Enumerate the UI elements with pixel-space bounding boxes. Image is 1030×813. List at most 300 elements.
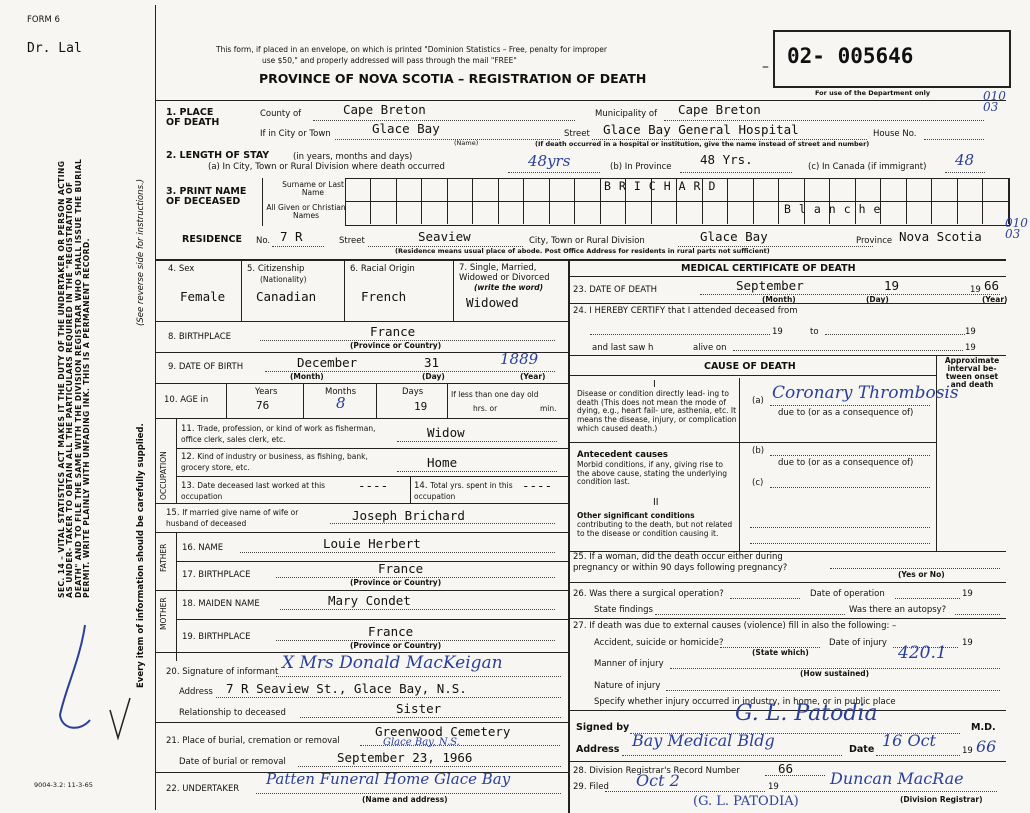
registrar-num-line <box>765 775 825 776</box>
mother-h <box>176 619 568 620</box>
due-to-2: due to (or as a consequence of) <box>778 458 914 468</box>
age-months: 8 <box>336 394 346 412</box>
hospital-note: (If death occurred in a hospital or institution, give the name instead of street and number) <box>535 140 870 148</box>
certify-text: I HEREBY CERTIFY that I attended deceased from <box>589 306 798 316</box>
yes-no-label: (Yes or No) <box>898 570 945 579</box>
burial-date-line <box>298 766 561 767</box>
informant-address-line <box>216 697 561 698</box>
certify-19b: 19 <box>965 327 976 337</box>
municipality-line <box>664 120 984 121</box>
death-year-label: (Year) <box>982 295 1008 304</box>
medical-code: 420.1 <box>898 643 947 663</box>
citizenship-value: Canadian <box>256 289 317 304</box>
age-days-label: Days <box>402 387 424 397</box>
residence-city-label: City, Town or Rural Division <box>529 236 645 246</box>
signed-19: 19 <box>962 746 973 756</box>
marital-value: Widowed <box>466 295 519 310</box>
death-date-label: 23. DATE OF DEATH <box>573 285 657 295</box>
residence-city: Glace Bay <box>700 229 768 244</box>
age-months-label: Months <box>325 387 357 397</box>
parents-v <box>176 532 177 661</box>
marital-text-1: Single, Married, <box>469 263 537 273</box>
cause-b-line <box>770 455 930 456</box>
undertaker-sub: (Name and address) <box>362 795 448 804</box>
racial-label: 6. Racial Origin <box>350 264 415 274</box>
grid-h4 <box>156 418 568 419</box>
cause-v <box>739 378 740 551</box>
father-name: Louie Herbert <box>323 536 421 551</box>
racial-text: Racial Origin <box>360 264 415 274</box>
name-cell-divider <box>727 178 728 224</box>
burial-date-label: Date of burial or removal <box>179 757 286 767</box>
statute-text: SEC. 14 – VITAL STATISTICS ACT MAKES IT THE DUTY OF THE UNDERTAKER OR PERSON ACTING AS UNDER- TAKER TO OBTAIN ALL THE PARTICULARS REQUIRED IN THE "REGISTRATION OF DEATH" AND TO FILE THE SAME WITH THE DIVISION REGISTRAR WHO SHALL ISSUE THE BURIAL PERMIT. WRITE PLAINLY WITH UNFADING INK. THIS IS A PERMANENT RECORD. <box>57 158 92 598</box>
death-day: 19 <box>884 278 900 293</box>
trade-text: Trade, profession, or kind of work as fisherman, office clerk, sales clerk, etc. <box>181 424 376 444</box>
filed-line <box>605 791 765 792</box>
grid-h3 <box>156 383 568 384</box>
name-cell-divider <box>523 178 524 224</box>
registration-number-box <box>773 30 1011 88</box>
cause-a-marker: (a) <box>752 396 764 406</box>
med-h4 <box>569 618 1006 619</box>
dash-mark: – <box>762 59 769 75</box>
trade-value: Widow <box>427 425 465 440</box>
father-name-label: 16. NAME <box>182 543 224 553</box>
address-line <box>622 755 842 756</box>
filed-value: Oct 2 <box>636 771 680 790</box>
surgery-text: Was there a surgical operation? <box>589 589 724 599</box>
due-to-1: due to (or as a consequence of) <box>778 408 914 418</box>
last-worked-label: 13. Date deceased last worked at this occupation <box>181 481 326 501</box>
dob-label: 9. DATE OF BIRTH <box>168 362 244 372</box>
name-cell-divider <box>957 178 958 224</box>
father-h <box>176 561 568 562</box>
citizenship-label: 5. Citizenship <box>247 264 305 274</box>
under-day-label: If less than one day old <box>451 390 539 399</box>
name-cell-divider <box>829 178 830 224</box>
form-title: PROVINCE OF NOVA SCOTIA – REGISTRATION OF DEATH <box>259 71 647 86</box>
father-birthplace-sub: (Province or Country) <box>350 578 442 587</box>
manner-label: Manner of injury <box>594 659 664 669</box>
nature-label: Nature of injury <box>594 681 661 691</box>
dept-use-label: For use of the Department only <box>815 89 931 97</box>
certify-label: 24. I HEREBY CERTIFY that I attended deceased from <box>573 306 798 316</box>
stay-a-value: 48yrs <box>528 152 571 170</box>
surgery-line <box>730 598 800 599</box>
street-value: Glace Bay General Hospital <box>603 122 799 137</box>
county-line <box>313 120 575 121</box>
name-cell-divider <box>804 178 805 224</box>
death-date-line <box>700 294 1000 295</box>
stay-b-label: (b) In Province <box>610 162 672 172</box>
racial-value: French <box>361 289 407 304</box>
city-label: If in City or Town <box>260 129 331 139</box>
findings-label: State findings <box>594 605 653 615</box>
nature-line <box>666 690 1000 691</box>
last-worked-text: Date deceased last worked at this occupation <box>181 481 326 501</box>
relationship-label: Relationship to deceased <box>179 708 286 718</box>
length-of-stay-text: LENGTH OF STAY <box>179 150 270 161</box>
given-value: Blanche <box>784 202 889 216</box>
other-line-2 <box>750 543 930 544</box>
occ-v2 <box>410 476 411 503</box>
undertaker-value: Patten Funeral Home Glace Bay <box>266 770 511 788</box>
trade-line <box>397 441 557 442</box>
age-years-label: Years <box>255 387 278 397</box>
grid-v1 <box>241 259 242 321</box>
postal-notice-1: This form, if placed in an envelope, on which is printed "Dominion Statistics – Free, penalty for improper <box>216 45 607 54</box>
sex-text: Sex <box>178 264 195 274</box>
injury-date-label: Date of injury <box>829 638 887 648</box>
mother-birthplace-sub: (Province or Country) <box>350 641 442 650</box>
age-v3 <box>376 383 377 418</box>
occ-v <box>176 418 177 503</box>
surname-value: BRICHARD <box>604 179 724 193</box>
given-label: All Given or Christian Names <box>266 203 346 220</box>
residence-label: RESIDENCE <box>182 234 242 245</box>
alive-19: 19 <box>965 343 976 353</box>
filed-19: 19 <box>768 782 779 792</box>
nationality-label: (Nationality) <box>260 275 307 284</box>
spouse-text: If married give name of wife or husband of deceased <box>166 508 299 528</box>
relationship-line <box>300 717 561 718</box>
autopsy-line <box>955 614 1000 615</box>
other-desc: contributing to the death, but not related to the disease or condition causing it. <box>577 520 733 538</box>
mother-maiden: Mary Condet <box>328 593 411 608</box>
industry-value: Home <box>427 455 458 470</box>
how-sustained: (How sustained) <box>800 669 870 678</box>
house-line <box>924 139 984 140</box>
registrar-line <box>782 791 997 792</box>
father-birthplace-label: 17. BIRTHPLACE <box>182 570 251 580</box>
residence-number: 7 R <box>280 229 303 244</box>
grid-v3 <box>453 259 454 321</box>
age-text: AGE in <box>180 395 209 405</box>
birthplace-value: France <box>370 324 416 339</box>
left-frame-line <box>155 5 156 810</box>
burial-place: Greenwood Cemetery <box>375 724 511 739</box>
autopsy-label: Was there an autopsy? <box>849 605 947 615</box>
death-month-label: (Month) <box>762 295 796 304</box>
name-cell-divider <box>396 178 397 224</box>
occupation-side-label: OCCUPATION <box>159 451 168 500</box>
reverse-note: (See reverse side for instructions.) <box>136 178 146 326</box>
residence-street-label: Street <box>339 236 365 246</box>
margin-pen-marks <box>50 620 140 750</box>
marital-label-2: Widowed or Divorced <box>459 273 550 283</box>
name-cell-divider <box>472 178 473 224</box>
name-cell-divider <box>600 178 601 224</box>
cause-title: CAUSE OF DEATH <box>704 361 796 372</box>
city-value: Glace Bay <box>372 121 440 136</box>
grid-v2 <box>344 259 345 321</box>
burial-place-hw: Glace Bay, N.S. <box>383 737 460 748</box>
op-date-line <box>895 598 960 599</box>
div-registrar-label: (Division Registrar) <box>900 795 983 804</box>
last-worked-value: ---- <box>358 478 389 493</box>
grid-h6 <box>156 532 568 533</box>
signature: G. L. Patodia <box>735 701 878 726</box>
specify-label: Specify whether injury occurred in industry, in home, or in public place <box>594 697 896 707</box>
other-label: Other significant conditions <box>577 511 695 520</box>
alive-label: alive on <box>693 343 727 353</box>
dob-day: 31 <box>424 355 440 370</box>
age-years: 76 <box>256 399 270 412</box>
antecedent-label: Antecedent causes <box>577 450 668 460</box>
name-cell-divider <box>982 178 983 224</box>
city-line <box>335 139 560 140</box>
name-cell-divider <box>753 178 754 224</box>
birthplace-text: BIRTHPLACE <box>178 332 232 342</box>
dob-month: December <box>297 355 358 370</box>
name-cell-divider <box>549 178 550 224</box>
column-divider <box>568 259 570 813</box>
spouse-label: 15. If married give name of wife or husband of deceased <box>166 508 299 528</box>
occ-h1 <box>176 448 568 449</box>
dob-month-label: (Month) <box>290 372 324 381</box>
total-years-label: 14. Total yrs. spent in this occupation <box>414 481 513 501</box>
death-month: September <box>736 278 804 293</box>
cause-top <box>569 355 1006 356</box>
stay-a-line <box>508 172 600 173</box>
residence-street: Seaview <box>418 229 471 244</box>
sex-value: Female <box>180 289 226 304</box>
dob-text: DATE OF BIRTH <box>178 362 244 372</box>
certify-line-2 <box>825 334 965 335</box>
total-years-text: Total yrs. spent in this occupation <box>414 481 513 501</box>
mother-birthplace-label: 19. BIRTHPLACE <box>182 632 251 642</box>
cause-h1 <box>569 375 936 376</box>
municipality-value: Cape Breton <box>678 102 761 117</box>
residence-note: (Residence means usual place of abode. Post Office Address for residents in rural parts not sufficient) <box>395 247 770 255</box>
registrar-num: 66 <box>778 761 794 776</box>
burial-date: September 23, 1966 <box>337 750 473 765</box>
stay-b-line <box>680 172 792 173</box>
certify-19a: 19 <box>772 327 783 337</box>
cause-h2 <box>569 442 936 443</box>
residence-province-label: Province <box>856 236 893 246</box>
mother-maiden-text: MAIDEN NAME <box>198 599 260 609</box>
street-label: Street <box>564 129 590 139</box>
residence-province: Nova Scotia <box>899 229 982 244</box>
date-label: Date <box>849 744 875 755</box>
section-rule <box>156 259 1006 261</box>
registration-number: 02- 005646 <box>787 44 914 68</box>
med-h0 <box>569 276 1006 277</box>
undertaker-text: UNDERTAKER <box>182 784 240 794</box>
grid-h9 <box>156 722 568 723</box>
industry-label: 12. Kind of industry or business, as fishing, bank, grocery store, etc. <box>181 452 368 472</box>
age-label: 10. AGE in <box>164 395 209 405</box>
industry-line <box>397 471 557 472</box>
name-cell-divider <box>370 178 371 224</box>
county-label: County of <box>260 109 302 119</box>
citizenship-text: Citizenship <box>257 264 305 274</box>
surgery-label: 26. Was there a surgical operation? <box>573 589 724 599</box>
other-line-1 <box>750 527 930 528</box>
part-one: I <box>653 379 656 390</box>
house-label: House No. <box>873 129 917 139</box>
name-cell-divider <box>447 178 448 224</box>
sex-label: 4. Sex <box>168 264 195 274</box>
dob-year-label: (Year) <box>520 372 546 381</box>
units-note: (in years, months and days) <box>293 152 413 162</box>
woman-line <box>830 568 1000 569</box>
mother-side-label: MOTHER <box>159 597 168 630</box>
death-day-label: (Day) <box>866 295 889 304</box>
burial-place-label: 21. Place of burial, cremation or removal <box>166 736 340 746</box>
printed-physician-name: (G. L. PATODIA) <box>693 794 799 809</box>
grid-h1 <box>156 321 568 322</box>
surname-label: Surname or Last Name <box>282 180 344 197</box>
age-v4 <box>447 383 448 418</box>
burial-place-text: Place of burial, cremation or removal <box>182 736 340 746</box>
place-of-death-label: 1. PLACE OF DEATH <box>166 107 220 128</box>
residence-no-label: No. <box>256 236 271 246</box>
registrar-num-label: 28. Division Registrar's Record Number <box>573 766 740 776</box>
place-of-death-text: PLACE OF DEATH <box>166 107 220 128</box>
medical-title: MEDICAL CERTIFICATE OF DEATH <box>681 263 856 274</box>
birthplace-label: 8. BIRTHPLACE <box>168 332 232 342</box>
accident-label: Accident, suicide or homicide? <box>594 638 724 648</box>
informant-address: 7 R Seaview St., Glace Bay, N.S. <box>226 681 467 696</box>
doctor-note: Dr. Lal <box>27 41 82 56</box>
name-grid-left <box>262 178 263 226</box>
stay-c-value: 48 <box>955 151 975 169</box>
trade-label: 11. Trade, profession, or kind of work as fisherman, office clerk, sales clerk, etc. <box>181 424 376 444</box>
certify-to: to <box>810 327 819 337</box>
death-year: 66 <box>984 278 1000 293</box>
woman-text: If a woman, did the death occur either during pregnancy or within 90 days following pregnancy? <box>573 552 788 574</box>
print-code: 9004-3.2: 11-3-65 <box>34 781 93 789</box>
marital-label-1: 7. Single, Married, <box>459 263 537 273</box>
dob-day-label: (Day) <box>422 372 445 381</box>
name-cell-divider <box>880 178 881 224</box>
informant-text: Signature of informant <box>182 667 279 677</box>
injury-19: 19 <box>962 638 973 648</box>
undertaker-label: 22. UNDERTAKER <box>166 784 240 794</box>
min-label: min. <box>540 404 557 413</box>
father-name-text: NAME <box>198 543 224 553</box>
industry-text: Kind of industry or business, as fishing, bank, grocery store, etc. <box>181 452 368 472</box>
dept-code: 010 03 <box>983 89 1006 115</box>
interval-label: Approximate interval be- tween onset and death <box>944 356 1000 389</box>
cause-b-marker: (b) <box>752 446 765 456</box>
informant-line <box>276 676 561 677</box>
age-v1 <box>226 383 227 418</box>
length-of-stay-label: 2. LENGTH OF STAY <box>166 150 270 161</box>
external-label: 27. If death was due to external causes (violence) fill in also the following: – <box>573 621 897 631</box>
address-label: Address <box>576 744 620 755</box>
state-which: (State which) <box>752 648 809 657</box>
cause-a-line <box>770 405 930 406</box>
alive-line <box>733 350 963 351</box>
signed-date: 16 Oct <box>882 731 936 750</box>
supply-note: Every item of information should be carefully supplied. <box>136 423 146 688</box>
dob-year: 1889 <box>500 350 539 368</box>
filed-text: Filed <box>589 782 609 792</box>
birthplace-sub: (Province or Country) <box>350 341 442 350</box>
op-date-label: Date of operation <box>810 589 885 599</box>
informant-label: 20. Signature of informant <box>166 667 279 677</box>
relationship-value: Sister <box>396 701 442 716</box>
total-years-value: ---- <box>522 478 553 493</box>
death-year-prefix: 19 <box>970 285 981 295</box>
header-rule <box>156 100 1006 101</box>
father-birthplace: France <box>378 561 424 576</box>
cause-c-marker: (c) <box>752 478 764 488</box>
stay-b-value: 48 Yrs. <box>700 152 753 167</box>
name-cell-divider <box>778 178 779 224</box>
father-side-label: FATHER <box>159 543 168 572</box>
informant-signature: X Mrs Donald MacKeigan <box>282 653 503 673</box>
mother-maiden-line <box>280 609 555 610</box>
municipality-label: Municipality of <box>595 109 658 119</box>
grid-h7 <box>156 590 568 591</box>
name-cell-divider <box>906 178 907 224</box>
stay-c-label: (c) In Canada (if immigrant) <box>808 162 927 172</box>
certify-line-1 <box>590 334 770 335</box>
death-date-text: DATE OF DEATH <box>589 285 657 295</box>
age-days: 19 <box>414 400 428 413</box>
grid-h5 <box>156 503 568 504</box>
name-cell-divider <box>498 178 499 224</box>
name-cell-divider <box>574 178 575 224</box>
age-v2 <box>303 383 304 418</box>
hrs-label: hrs. or <box>473 404 498 413</box>
residence-code: 010 03 <box>1005 216 1028 242</box>
mother-birthplace-text: BIRTHPLACE <box>198 632 251 642</box>
name-cell-divider <box>931 178 932 224</box>
father-name-line <box>240 552 555 553</box>
med-h1 <box>569 303 1006 304</box>
physician-address: Bay Medical Bldg <box>632 731 775 750</box>
city-name-label: (Name) <box>454 139 479 147</box>
mother-birthplace: France <box>368 624 414 639</box>
md-label: M.D. <box>971 722 996 733</box>
registrar-num-text: Division Registrar's Record Number <box>589 766 740 776</box>
occ-h2 <box>176 476 568 477</box>
date-line <box>876 755 960 756</box>
residence-no-line <box>272 246 324 247</box>
cause-a-value: Coronary Thrombosis <box>772 383 959 403</box>
signed-label: Signed by <box>576 722 630 733</box>
registrar-name: Duncan MacRae <box>830 769 964 788</box>
part-two: II <box>653 497 659 508</box>
undertaker-line <box>256 793 561 794</box>
postal-notice-2: use $50," and properly addressed will pass through the mail "FREE" <box>262 56 517 65</box>
external-text: If death was due to external causes (violence) fill in also the following: – <box>589 621 897 631</box>
county-value: Cape Breton <box>343 102 426 117</box>
med-h3 <box>569 582 1006 583</box>
spouse-line <box>330 523 555 524</box>
signed-year: 66 <box>976 737 997 756</box>
name-cell-divider <box>421 178 422 224</box>
filed-label: 29. Filed <box>573 782 609 792</box>
mother-maiden-label: 18. MAIDEN NAME <box>182 599 260 609</box>
stay-c-line <box>945 172 985 173</box>
marital-label-3: (write the word) <box>474 283 544 292</box>
last-saw-label: and last saw h <box>592 343 654 353</box>
woman-label: 25. If a woman, did the death occur either during pregnancy or within 90 days following pregnancy? <box>573 552 788 574</box>
direct-label: Disease or condition directly lead- ing to death (This does not mean the mode of dying, e.g., heart fail- ure, asthenia, etc. It means the disease, injury, or complication which caused death.) <box>577 389 737 433</box>
morbid-label: Morbid conditions, if any, giving rise to the above cause, stating the underlying condition last. <box>577 460 727 487</box>
stay-a-label: (a) In City, Town or Rural Division where death occurred <box>208 162 445 172</box>
deceased-name-text: PRINT NAME OF DECEASED <box>166 186 247 207</box>
findings-line <box>655 614 845 615</box>
spouse-value: Joseph Brichard <box>352 508 465 523</box>
deceased-name-label: 3. PRINT NAME OF DECEASED <box>166 186 247 207</box>
